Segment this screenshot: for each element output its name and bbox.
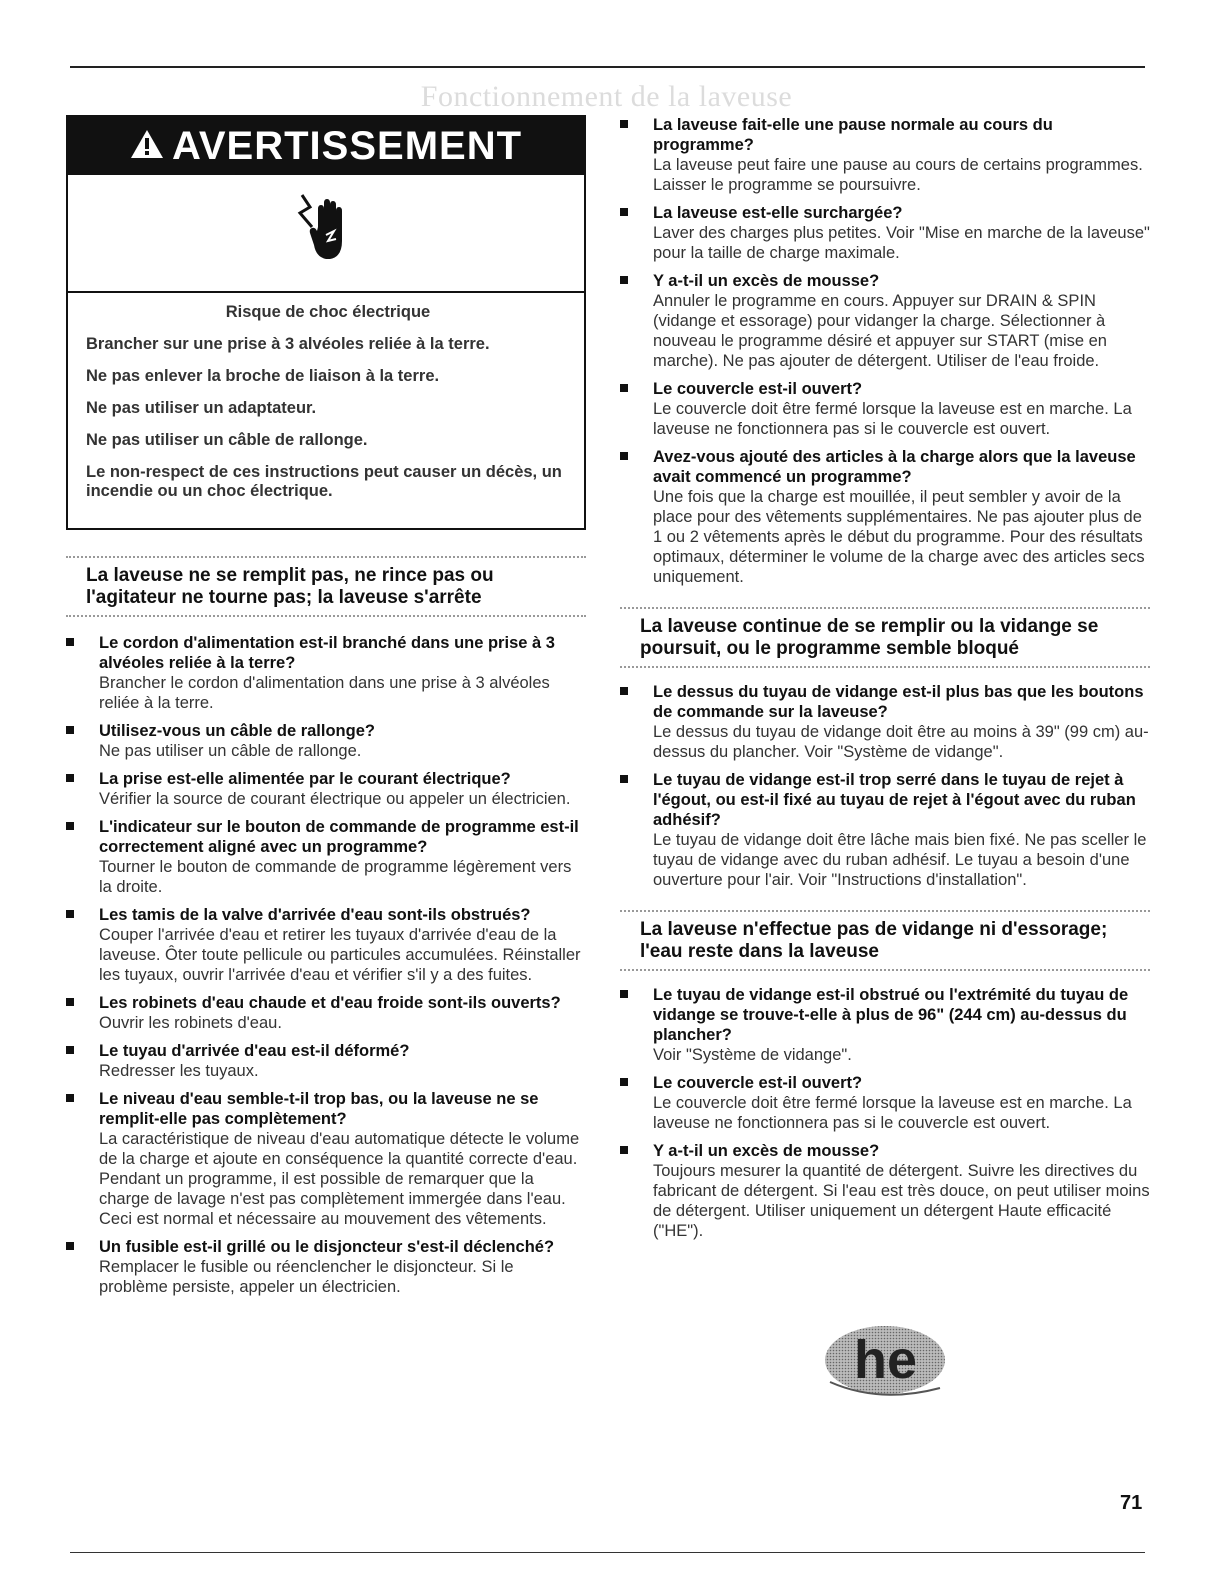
he-logo-text: he bbox=[854, 1330, 918, 1390]
item-answer: Ouvrir les robinets d'eau. bbox=[99, 1014, 282, 1032]
item-question: Y a-t-il un excès de mousse? bbox=[653, 1142, 880, 1160]
left-column bbox=[66, 115, 586, 1305]
warning-line: Brancher sur une prise à 3 alvéoles reliée à la terre. bbox=[86, 335, 490, 353]
list-item bbox=[66, 905, 586, 985]
item-question: Le niveau d'eau semble-t-il trop bas, ou la laveuse ne se remplit-elle pas complètement? bbox=[99, 1090, 539, 1128]
warning-line: Ne pas enlever la broche de liaison à la terre. bbox=[86, 367, 440, 385]
item-question: Le couvercle est-il ouvert? bbox=[653, 1074, 863, 1092]
item-question: La laveuse fait-elle une pause normale au cours du programme? bbox=[653, 116, 1053, 154]
list-item bbox=[620, 985, 1150, 1065]
list-item bbox=[620, 770, 1150, 890]
item-answer: Redresser les tuyaux. bbox=[99, 1062, 259, 1080]
bullet-icon bbox=[620, 687, 628, 695]
warning-line: Ne pas utiliser un câble de rallonge. bbox=[86, 431, 368, 449]
list-item bbox=[620, 1141, 1150, 1241]
troubleshooting-list bbox=[620, 985, 1150, 1241]
bullet-icon bbox=[66, 1094, 74, 1102]
item-question: Le couvercle est-il ouvert? bbox=[653, 380, 863, 398]
item-answer: Annuler le programme en cours. Appuyer sur DRAIN & SPIN (vidange et essorage) pour vidanger la charge. Sélectionner à nouveau le programme désiré et appuyer sur START (mise en marche). Ne pas ajouter de détergent. Utiliser de l'eau froide. bbox=[653, 292, 1107, 370]
list-item bbox=[66, 633, 586, 713]
bullet-icon bbox=[66, 822, 74, 830]
bullet-icon bbox=[620, 276, 628, 284]
list-item bbox=[620, 203, 1150, 263]
item-question: Le tuyau de vidange est-il obstrué ou l'extrémité du tuyau de vidange se trouve-t-elle à plus de 96" (244 cm) au-dessus du plancher? bbox=[653, 986, 1129, 1044]
bullet-icon bbox=[66, 726, 74, 734]
list-item bbox=[620, 271, 1150, 371]
bullet-icon bbox=[66, 998, 74, 1006]
warning-risk: Risque de choc électrique bbox=[225, 303, 431, 321]
warning-consequence: Le non-respect de ces instructions peut causer un décès, un incendie ou un choc électrique. bbox=[86, 463, 562, 500]
bullet-icon bbox=[66, 774, 74, 782]
bullet-icon bbox=[66, 910, 74, 918]
list-item bbox=[620, 682, 1150, 762]
list-item bbox=[620, 1073, 1150, 1133]
item-answer: Couper l'arrivée d'eau et retirer les tuyaux d'arrivée d'eau de la laveuse. Ôter toute pellicule ou particules accumulées. Réinstaller les tuyaux, ouvrir l'arrivée d'eau et vérifier s'il y a des fuites. bbox=[99, 926, 581, 984]
item-answer: Tourner le bouton de commande de programme légèrement vers la droite. bbox=[99, 858, 572, 896]
list-item bbox=[66, 1089, 586, 1229]
electric-shock-hand-icon bbox=[296, 191, 356, 276]
troubleshooting-list bbox=[620, 682, 1150, 890]
list-item bbox=[66, 993, 586, 1033]
section-heading: La laveuse n'effectue pas de vidange ni d'essorage; l'eau reste dans la laveuse bbox=[620, 910, 1150, 971]
bullet-icon bbox=[620, 775, 628, 783]
bullet-icon bbox=[620, 384, 628, 392]
item-question: Y a-t-il un excès de mousse? bbox=[653, 272, 880, 290]
bullet-icon bbox=[620, 1078, 628, 1086]
bullet-icon bbox=[620, 208, 628, 216]
item-answer: Le tuyau de vidange doit être lâche mais bien fixé. Ne pas sceller le tuyau de vidange avec du ruban adhésif. Le tuyau a besoin d'une ouverture pour l'air. Voir "Instructions d'installation". bbox=[653, 831, 1147, 889]
item-question: Utilisez-vous un câble de rallonge? bbox=[99, 722, 375, 740]
list-item bbox=[66, 1237, 586, 1297]
item-answer: Toujours mesurer la quantité de détergent. Suivre les directives du fabricant de détergent. Si l'eau est très douce, on peut utiliser moins de détergent. Utiliser uniquement un détergent Haute efficacité ("HE"). bbox=[653, 1162, 1150, 1240]
bullet-icon bbox=[620, 990, 628, 998]
item-answer: Le couvercle doit être fermé lorsque la laveuse est en marche. La laveuse ne fonctionnera pas si le couvercle est ouvert. bbox=[653, 400, 1132, 438]
list-item bbox=[620, 379, 1150, 439]
item-answer: Voir "Système de vidange". bbox=[653, 1046, 852, 1064]
section-heading: La laveuse ne se remplit pas, ne rince pas ou l'agitateur ne tourne pas; la laveuse s'arrête bbox=[66, 556, 586, 617]
warning-header bbox=[68, 117, 584, 175]
item-answer: Vérifier la source de courant électrique ou appeler un électricien. bbox=[99, 790, 571, 808]
item-answer: Le couvercle doit être fermé lorsque la laveuse est en marche. La laveuse ne fonctionnera pas si le couvercle est ouvert. bbox=[653, 1094, 1132, 1132]
item-question: Le cordon d'alimentation est-il branché dans une prise à 3 alvéoles reliée à la terre? bbox=[99, 634, 555, 672]
list-item bbox=[66, 1041, 586, 1081]
warning-triangle-icon bbox=[130, 124, 164, 169]
item-question: L'indicateur sur le bouton de commande de programme est-il correctement aligné avec un programme? bbox=[99, 818, 579, 856]
section-heading: La laveuse continue de se remplir ou la vidange se poursuit, ou le programme semble bloqué bbox=[620, 607, 1150, 668]
item-question: Les tamis de la valve d'arrivée d'eau sont-ils obstrués? bbox=[99, 906, 531, 924]
list-item bbox=[620, 447, 1150, 587]
item-answer: La caractéristique de niveau d'eau automatique détecte le volume de la charge et ajoute en conséquence la quantité correcte d'eau. Pendant un programme, il est possible de remarquer que la charge de lavage n'est pas complètement immergée dans l'eau. Ceci est normal et nécessaire au mouvement des vêtements. bbox=[99, 1130, 580, 1228]
item-question: Le dessus du tuyau de vidange est-il plus bas que les boutons de commande sur la laveuse? bbox=[653, 683, 1144, 721]
item-answer: Laver des charges plus petites. Voir "Mise en marche de la laveuse" pour la taille de charge maximale. bbox=[653, 224, 1150, 262]
right-column bbox=[620, 115, 1150, 1249]
troubleshooting-list bbox=[66, 633, 586, 1297]
he-logo-icon bbox=[820, 1322, 950, 1407]
item-question: Le tuyau de vidange est-il trop serré dans le tuyau de rejet à l'égout, ou est-il fixé au tuyau de rejet à l'égout avec du ruban adhésif? bbox=[653, 771, 1136, 829]
warning-icon-area bbox=[68, 175, 584, 293]
item-answer: Brancher le cordon d'alimentation dans une prise à 3 alvéoles reliée à la terre. bbox=[99, 674, 550, 712]
item-answer: Ne pas utiliser un câble de rallonge. bbox=[99, 742, 362, 760]
page-number: 71 bbox=[1120, 1492, 1143, 1514]
item-question: Les robinets d'eau chaude et d'eau froide sont-ils ouverts? bbox=[99, 994, 561, 1012]
bullet-icon bbox=[620, 120, 628, 128]
item-question: Un fusible est-il grillé ou le disjoncteur s'est-il déclenché? bbox=[99, 1238, 555, 1256]
bottom-rule bbox=[70, 1552, 1145, 1553]
warning-line: Ne pas utiliser un adaptateur. bbox=[86, 399, 317, 417]
bullet-icon bbox=[620, 452, 628, 460]
item-answer: Remplacer le fusible ou réenclencher le disjoncteur. Si le problème persiste, appeler un électricien. bbox=[99, 1258, 514, 1296]
item-question: Le tuyau d'arrivée d'eau est-il déformé? bbox=[99, 1042, 410, 1060]
item-question: La laveuse est-elle surchargée? bbox=[653, 204, 903, 222]
page-title: Fonctionnement de la laveuse bbox=[420, 80, 793, 113]
warning-box bbox=[66, 115, 586, 530]
list-item bbox=[66, 769, 586, 809]
bullet-icon bbox=[620, 1146, 628, 1154]
troubleshooting-list bbox=[620, 115, 1150, 587]
list-item bbox=[66, 721, 586, 761]
list-item bbox=[620, 115, 1150, 195]
item-question: La prise est-elle alimentée par le courant électrique? bbox=[99, 770, 511, 788]
item-answer: La laveuse peut faire une pause au cours de certains programmes. Laisser le programme se poursuivre. bbox=[653, 156, 1143, 194]
bullet-icon bbox=[66, 638, 74, 646]
list-item bbox=[66, 817, 586, 897]
warning-title: AVERTISSEMENT bbox=[171, 123, 523, 168]
top-rule bbox=[70, 66, 1145, 68]
item-question: Avez-vous ajouté des articles à la charge alors que la laveuse avait commencé un programme? bbox=[653, 448, 1136, 486]
item-answer: Une fois que la charge est mouillée, il peut sembler y avoir de la place pour des vêtements supplémentaires. Ne pas ajouter plus de 1 ou 2 vêtements après le début du programme. Pour des résultats optimaux, déterminer le volume de la charge avec des articles secs uniquement. bbox=[653, 488, 1145, 586]
bullet-icon bbox=[66, 1046, 74, 1054]
bullet-icon bbox=[66, 1242, 74, 1250]
item-answer: Le dessus du tuyau de vidange doit être au moins à 39" (99 cm) au-dessus du plancher. Voir "Système de vidange". bbox=[653, 723, 1149, 761]
warning-body bbox=[68, 293, 584, 528]
